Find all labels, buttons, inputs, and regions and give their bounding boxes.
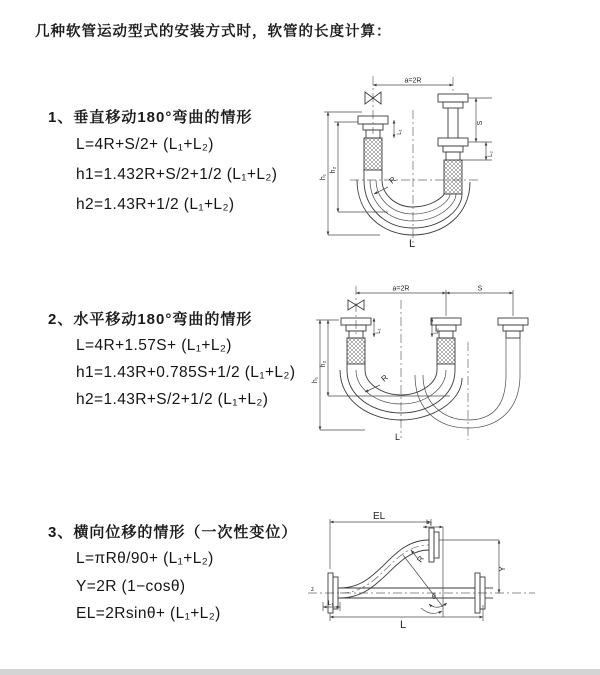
dim-label-h2: h₂ — [330, 166, 337, 174]
section-2-formula-L: L=4R+1.57S+ (L₁+L₂) — [76, 337, 232, 354]
angle-arc — [429, 603, 447, 607]
dim-label-a2r: a=2R — [392, 285, 410, 293]
dim-label-h1: h₁ — [320, 173, 327, 181]
radius-label-r: R — [415, 554, 426, 565]
section-1-heading: 1、垂直移动180°弯曲的情形 — [48, 109, 253, 126]
section-3-formula-Y: Y=2R (1−cosθ) — [76, 578, 186, 595]
flanged-end — [431, 318, 461, 364]
length-label-l: L — [395, 432, 401, 442]
diagram-vertical-180-bend — [310, 72, 555, 252]
flanged-end-displaced — [498, 318, 528, 338]
dim-label-l2: L₂ — [426, 520, 432, 526]
flange — [443, 102, 463, 108]
section-1-formula-L: L=4R+S/2+ (L₁+L₂) — [76, 136, 214, 153]
diagram-lateral-displacement — [303, 507, 600, 642]
flange — [438, 94, 468, 102]
dim-label-s: S — [477, 285, 483, 293]
flanged-end — [341, 318, 371, 364]
section-2-heading: 2、水平移动180°弯曲的情形 — [48, 311, 253, 328]
dim-label-h1: h₁ — [312, 376, 319, 384]
dim-label-y: Y — [498, 566, 507, 572]
pipe-neck — [446, 152, 460, 160]
diagram-horizontal-180-bend — [310, 280, 555, 452]
length-label-l: L — [400, 619, 407, 631]
break-mark: z — [311, 587, 314, 593]
page-title: 几种软管运动型式的安装方式时，软管的长度计算： — [35, 24, 392, 40]
flange — [443, 146, 463, 152]
dim-label-l1: L₁ — [376, 328, 382, 334]
section-1-formula-h2: h2=1.43R+1/2 (L₁+L₂) — [76, 196, 235, 213]
dim-label-l2: L₂ — [434, 328, 440, 334]
braided-hose-section — [364, 138, 382, 170]
hose-arc-displaced — [423, 375, 506, 420]
dim-label-h2: h₂ — [320, 360, 327, 368]
dim-label-a2r: a=2R — [404, 77, 422, 85]
angle-label-theta: θ — [432, 594, 436, 601]
section-2-formula-h1: h1=1.43R+0.785S+1/2 (L₁+L₂) — [76, 364, 296, 381]
section-1-formula-h1: h1=1.432R+S/2+1/2 (L₁+L₂) — [76, 166, 278, 183]
dim-label-l1: L₁ — [397, 129, 403, 135]
leader-line — [411, 550, 418, 559]
flange — [429, 528, 434, 562]
flange — [438, 138, 468, 146]
radius-label-r: R — [379, 372, 390, 384]
scan-edge — [0, 669, 600, 675]
section-3-formula-L: L=πRθ/90+ (L₁+L₂) — [76, 550, 214, 567]
braided-hose-section — [444, 160, 462, 194]
section-3-formula-EL: EL=2Rsinθ+ (L₁+L₂) — [76, 605, 221, 622]
dim-label-el: EL — [373, 511, 386, 522]
angle-arc — [421, 608, 442, 613]
dim-label-s: S — [477, 120, 484, 126]
section-2-formula-h2: h2=1.43R+S/2+1/2 (L₁+L₂) — [76, 391, 269, 408]
dim-label-l1: L₁ — [328, 601, 334, 607]
section-3-heading: 3、横向位移的情形（一次性变位） — [48, 524, 298, 541]
radius-label-r: R — [387, 174, 398, 186]
dim-label-l2: L₂ — [488, 151, 494, 157]
length-label-l: L — [409, 238, 416, 250]
flange — [434, 532, 439, 558]
